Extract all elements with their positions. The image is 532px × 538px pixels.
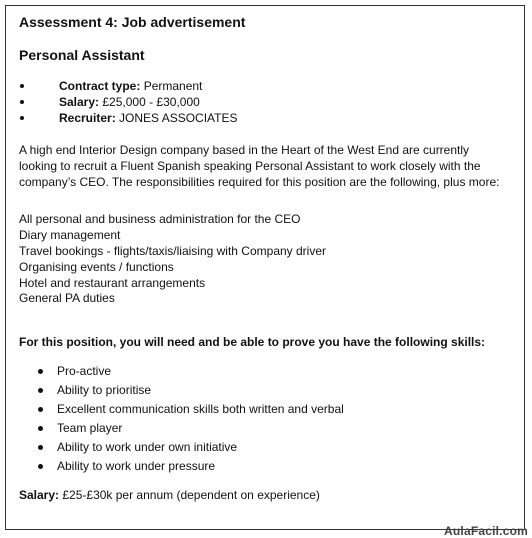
responsibility-item: All personal and business administration for the CEO <box>19 212 301 226</box>
responsibility-item: Hotel and restaurant arrangements <box>19 276 206 290</box>
detail-value: JONES ASSOCIATES <box>119 111 238 125</box>
skills-heading: For this position, you will need and be able to prove you have the following skills: <box>19 335 486 349</box>
detail-value: Permanent <box>143 79 203 93</box>
intro-paragraph <box>19 142 515 190</box>
detail-label: Salary: <box>59 95 100 109</box>
responsibility-item: Organising events / functions <box>19 260 174 274</box>
salary-footer-value: £25-£30k per annum (dependent on experience) <box>62 488 320 502</box>
responsibility-item: Travel bookings - flights/taxis/liaising with Company driver <box>19 244 327 258</box>
bullet-icon <box>38 407 43 412</box>
document-heading: Assessment 4: Job advertisement <box>19 14 246 30</box>
bullet-icon <box>20 116 24 120</box>
salary-footer <box>19 487 320 503</box>
bullet-icon <box>38 388 43 393</box>
responsibility-item: General PA duties <box>19 291 115 305</box>
detail-value: £25,000 - £30,000 <box>102 95 200 109</box>
bullet-icon <box>38 464 43 469</box>
bullet-icon <box>38 426 43 431</box>
skill-label: Excellent communication skills both written and verbal <box>57 402 344 416</box>
intro-line: looking to recruit a Fluent Spanish speaking Personal Assistant to work closely with the <box>19 159 481 173</box>
bullet-icon <box>38 445 43 450</box>
skill-label: Pro-active <box>57 364 112 378</box>
intro-line: company’s CEO. The responsibilities required for this position are the following, plus more: <box>19 175 500 189</box>
watermark-logo: AulaFacil.com <box>444 524 528 538</box>
detail-label: Recruiter: <box>59 111 116 125</box>
skill-label: Team player <box>57 421 123 435</box>
bullet-icon <box>20 84 24 88</box>
job-title: Personal Assistant <box>19 47 145 63</box>
intro-line: A high end Interior Design company based in the Heart of the West End are currently <box>19 143 470 157</box>
skill-label: Ability to work under own initiative <box>57 440 238 454</box>
skill-label: Ability to prioritise <box>57 383 152 397</box>
salary-footer-label: Salary: <box>19 488 60 502</box>
bullet-icon <box>38 369 43 374</box>
responsibility-item: Diary management <box>19 228 121 242</box>
skill-label: Ability to work under pressure <box>57 459 216 473</box>
bullet-icon <box>20 100 24 104</box>
detail-label: Contract type: <box>59 79 141 93</box>
